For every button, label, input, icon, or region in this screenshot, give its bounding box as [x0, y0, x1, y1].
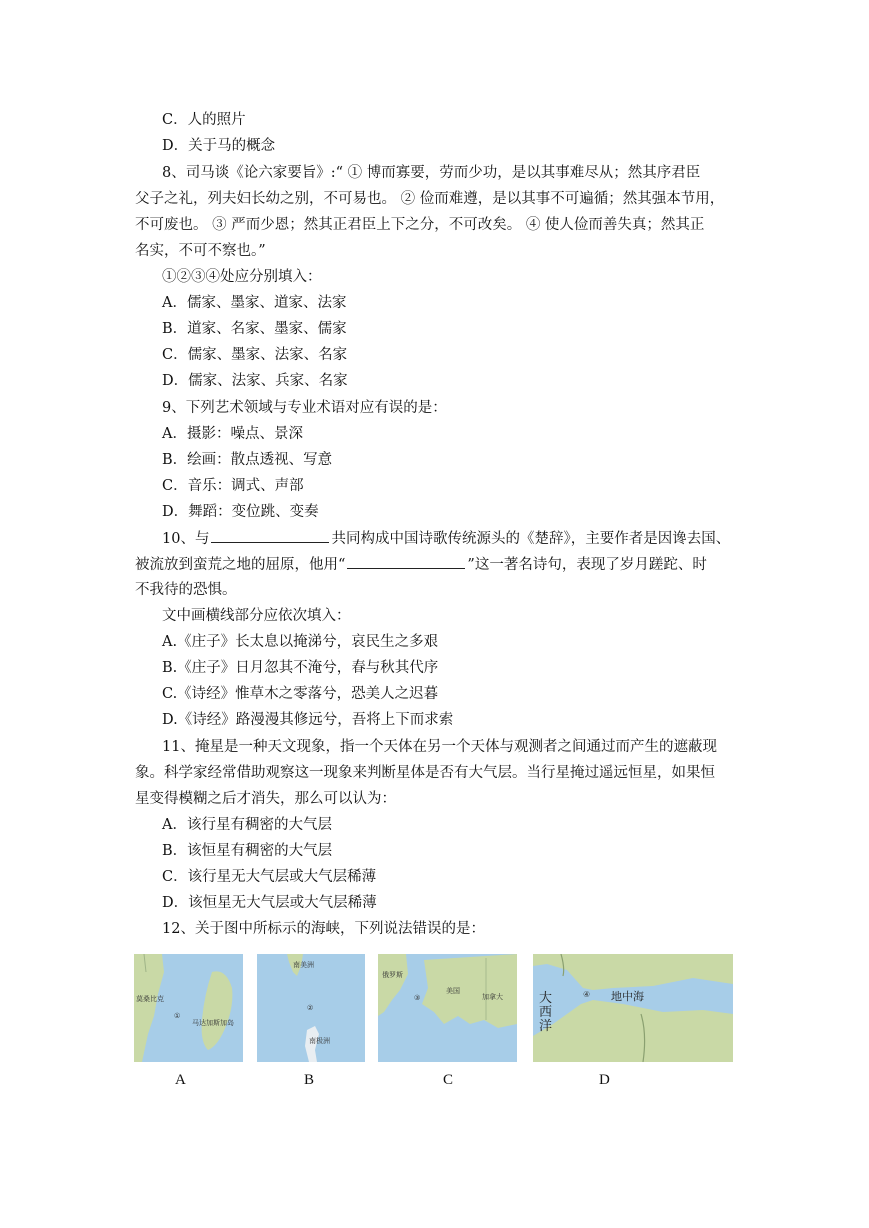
- option-c-q10: C.《诗经》惟草木之零落兮，恐美人之迟暮: [162, 686, 439, 702]
- map-d-caption: D: [599, 1072, 610, 1088]
- question-8-prompt: ①②③④处应分别填入：: [162, 269, 322, 285]
- map-c: [378, 954, 517, 1062]
- map-b-label-south-america: 南美洲: [293, 961, 314, 969]
- map-c-caption: C: [443, 1072, 454, 1088]
- option-d-q10: D.《诗经》路漫漫其修远兮，吾将上下而求索: [162, 712, 454, 728]
- question-10-prompt: 文中画横线部分应依次填入：: [162, 608, 351, 624]
- map-a-terrain: [134, 954, 243, 1062]
- q10-line2-end: ”这一著名诗句，表现了岁月蹉跎、时: [467, 557, 707, 573]
- map-c-marker: ③: [414, 994, 421, 1002]
- option-b-q11: B．该恒星有稠密的大气层: [162, 843, 333, 859]
- map-a-label-mozambique: 莫桑比克: [136, 995, 164, 1003]
- option-b-q8: B．道家、名家、墨家、儒家: [162, 321, 347, 337]
- option-d-q9: D．舞蹈：变位跳、变奏: [162, 504, 319, 520]
- option-c-q7: C．人的照片: [162, 112, 246, 128]
- option-a-q10: A.《庄子》长太息以掩涕兮，哀民生之多艰: [162, 634, 439, 650]
- q10-line2-start: 被流放到蛮荒之地的屈原，他用“: [135, 557, 346, 573]
- question-8-line4: 名实，不可不察也。”: [135, 243, 266, 259]
- q10-text-start: 10、与: [162, 531, 210, 547]
- fill-blank-1: [211, 528, 329, 543]
- fill-blank-2: [347, 554, 465, 569]
- map-d-label-atlantic: 大西洋: [539, 991, 553, 1034]
- map-a: [134, 954, 243, 1062]
- q10-text-end: 共同构成中国诗歌传统源头的《楚辞》，主要作者是因谗去国、: [331, 531, 731, 547]
- option-b-q9: B．绘画：散点透视、写意: [162, 452, 333, 468]
- map-a-label-madagascar: 马达加斯加岛: [192, 1019, 234, 1027]
- option-a-q9: A．摄影：噪点、景深: [162, 426, 303, 442]
- map-c-label-russia: 俄罗斯: [382, 971, 403, 979]
- map-c-label-usa: 美国: [446, 987, 460, 995]
- option-b-q10: B.《庄子》日月忽其不淹兮，春与秋其代序: [162, 660, 439, 676]
- map-a-caption: A: [175, 1072, 186, 1088]
- option-c-q9: C．音乐：调式、声部: [162, 478, 304, 494]
- question-12: 12、关于图中所标示的海峡，下列说法错误的是：: [162, 921, 485, 937]
- map-d: [533, 954, 733, 1062]
- question-9: 9、下列艺术领域与专业术语对应有误的是：: [162, 400, 447, 416]
- question-11-line2: 象。科学家经常借助观察这一现象来判断星体是否有大气层。当行星掩过遥远恒星，如果恒: [135, 765, 715, 781]
- question-10-line2: [135, 554, 707, 575]
- map-a-marker: ①: [174, 1012, 181, 1020]
- option-a-q11: A．该行星有稠密的大气层: [162, 817, 332, 833]
- question-8-line2: 父子之礼，列夫妇长幼之别，不可易也。 ② 俭而难遵，是以其事不可遍循；然其强本节用，: [135, 191, 725, 207]
- question-8-line1: 8、司马谈《论六家要旨》:“ ① 博而寡要，劳而少功，是以其事难尽从；然其序君臣: [162, 165, 701, 181]
- option-d-q11: D．该恒星无大气层或大气层稀薄: [162, 895, 377, 911]
- question-11-line1: 11、掩星是一种天文现象，指一个天体在另一个天体与观测者之间通过而产生的遮蔽现: [162, 739, 717, 755]
- map-d-marker: ④: [583, 990, 591, 999]
- map-b-caption: B: [304, 1072, 315, 1088]
- question-11-line3: 星变得模糊之后才消失，那么可以认为：: [135, 791, 396, 807]
- question-10-line1: [162, 528, 730, 549]
- option-a-q8: A．儒家、墨家、道家、法家: [162, 295, 347, 311]
- option-d-q7: D．关于马的概念: [162, 138, 276, 154]
- option-d-q8: D．儒家、法家、兵家、名家: [162, 373, 348, 389]
- map-c-label-canada: 加拿大: [482, 993, 503, 1001]
- map-d-terrain: [533, 954, 733, 1062]
- map-d-label-mediterranean: 地中海: [611, 990, 644, 1003]
- map-b: [257, 954, 365, 1062]
- question-10-line3: 不我待的恐惧。: [135, 582, 237, 598]
- option-c-q11: C．该行星无大气层或大气层稀薄: [162, 869, 377, 885]
- question-8-line3: 不可废也。 ③ 严而少恩；然其正君臣上下之分，不可改矣。 ④ 使人俭而善失真；然其正: [135, 217, 705, 233]
- map-b-label-antarctica: 南极洲: [309, 1037, 330, 1045]
- map-b-marker: ②: [307, 1004, 314, 1012]
- option-c-q8: C．儒家、墨家、法家、名家: [162, 347, 348, 363]
